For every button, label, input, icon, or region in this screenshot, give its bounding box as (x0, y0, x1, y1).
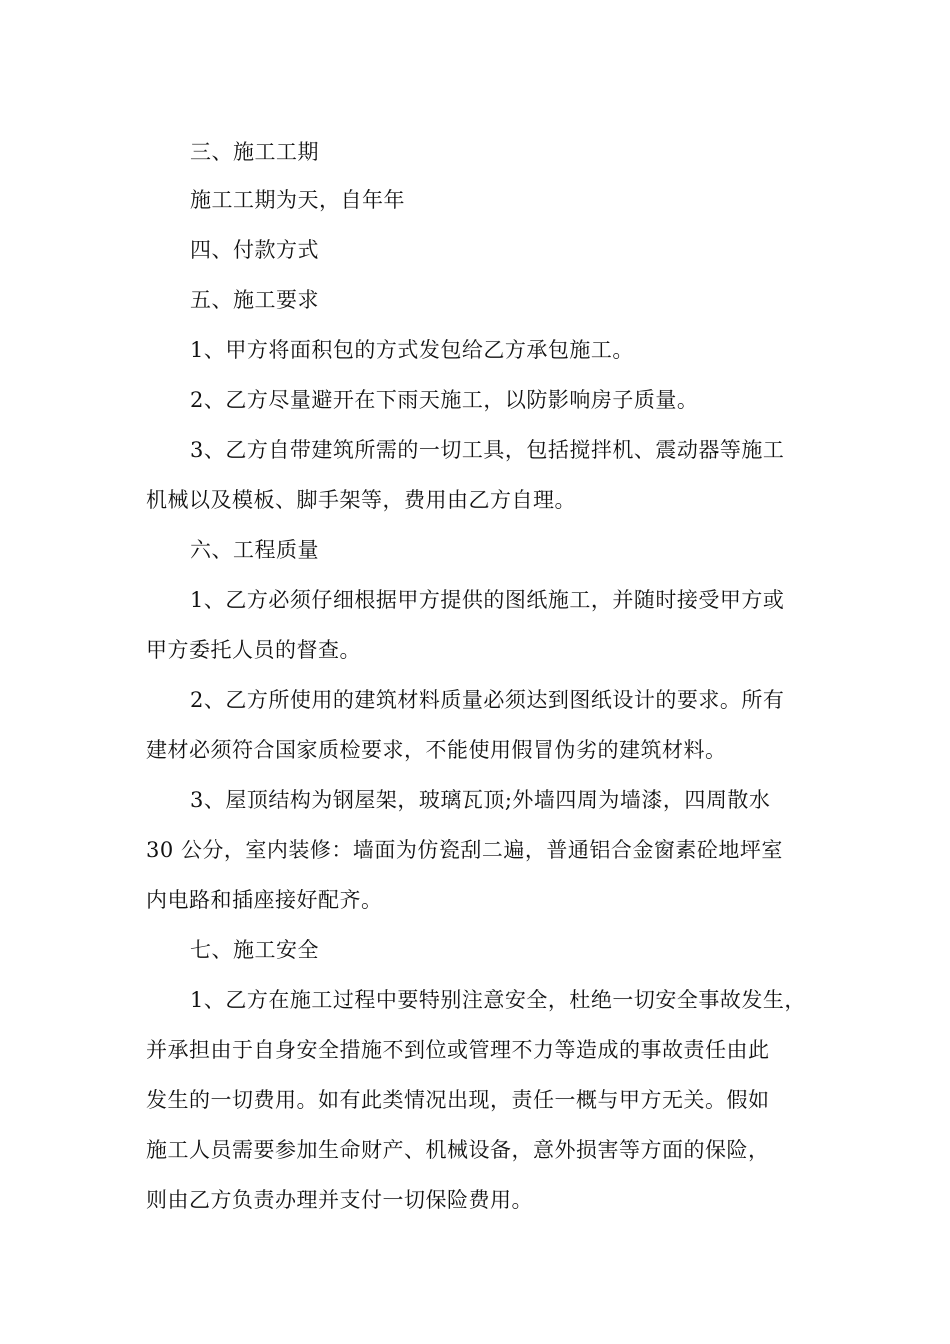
section-heading-construction-safety: 七、施工安全 (190, 938, 319, 962)
paragraph-line: 甲方委托人员的督查。 (146, 638, 361, 662)
paragraph-line: 1、乙方必须仔细根据甲方提供的图纸施工，并随时接受甲方或 (190, 588, 785, 612)
paragraph-line: 发生的一切费用。如有此类情况出现，责任一概与甲方无关。假如 (146, 1088, 770, 1112)
section-heading-project-quality: 六、工程质量 (190, 538, 319, 562)
paragraph-line: 2、乙方尽量避开在下雨天施工，以防影响房子质量。 (190, 388, 699, 412)
paragraph-line: 施工人员需要参加生命财产、机械设备，意外损害等方面的保险， (146, 1138, 770, 1162)
paragraph-line: 则由乙方负责办理并支付一切保险费用。 (146, 1188, 533, 1212)
paragraph-line: 1、乙方在施工过程中要特别注意安全，杜绝一切安全事故发生， (190, 988, 806, 1012)
paragraph-line: 2、乙方所使用的建筑材料质量必须达到图纸设计的要求。所有 (190, 688, 785, 712)
paragraph-line: 施工工期为天，自年年 (190, 188, 405, 212)
section-heading-construction-period: 三、施工工期 (190, 140, 319, 164)
paragraph-line: 建材必须符合国家质检要求，不能使用假冒伪劣的建筑材料。 (146, 738, 727, 762)
paragraph-line: 30 公分，室内装修：墙面为仿瓷刮二遍，普通铝合金窗素砼地坪室 (146, 838, 783, 862)
paragraph-line: 机械以及模板、脚手架等，费用由乙方自理。 (146, 488, 576, 512)
paragraph-line: 3、屋顶结构为钢屋架，玻璃瓦顶;外墙四周为墙漆，四周散水 (190, 788, 771, 812)
section-heading-payment-method: 四、付款方式 (190, 238, 319, 262)
paragraph-line: 并承担由于自身安全措施不到位或管理不力等造成的事故责任由此 (146, 1038, 770, 1062)
section-heading-construction-requirements: 五、施工要求 (190, 288, 319, 312)
paragraph-line: 1、甲方将面积包的方式发包给乙方承包施工。 (190, 338, 634, 362)
paragraph-line: 内电路和插座接好配齐。 (146, 888, 383, 912)
paragraph-line: 3、乙方自带建筑所需的一切工具，包括搅拌机、震动器等施工 (190, 438, 785, 462)
